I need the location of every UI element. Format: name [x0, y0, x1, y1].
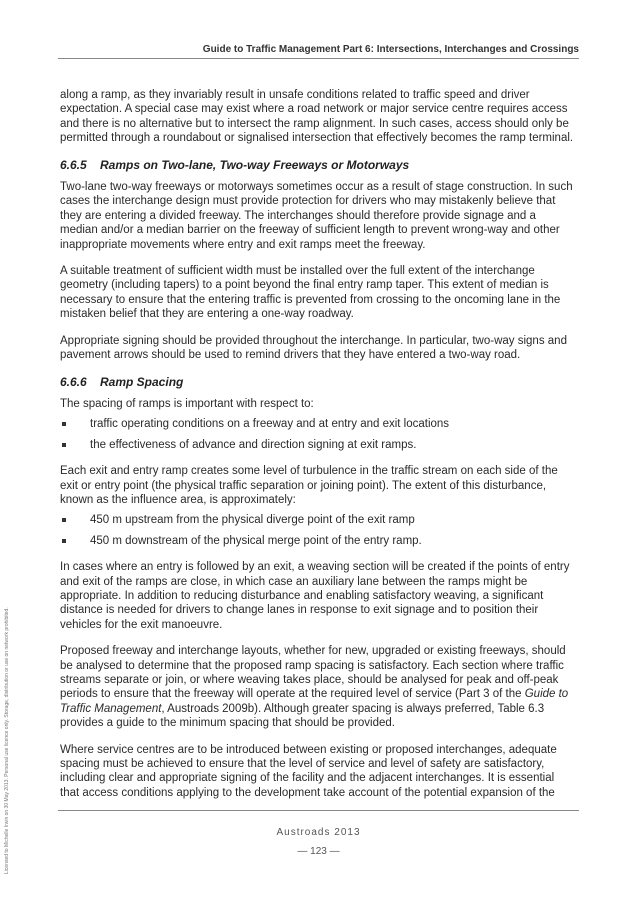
text-run: Proposed freeway and interchange layouts, whether for new, upgraded or existing freeways, should be analysed to determine that the proposed ramp spacing is satisfactory. Each section where traffic streams separate or join, or where weaving takes place, should be analysed for peak and off-peak periods to ensure that the freeway will operate at the required level of service (Part 3 of the [60, 645, 566, 701]
section-number: 6.6.5 [60, 157, 87, 172]
running-header-title: Guide to Traffic Management Part 6: Intersections, Interchanges and Crossings [202, 44, 579, 55]
text-run: , Austroads 2009b). Although greater spacing is always preferred, Table 6.3 provides a guide to the minimum spacing that should be provided. [60, 702, 545, 730]
licence-watermark: Licensed to Michelle Irwin on 30 May 2013. Personal use licence only. Storage, distribution or use on network prohibited. [4, 607, 10, 874]
paragraph [60, 644, 576, 730]
bullet-list [60, 513, 576, 548]
paragraph: Appropriate signing should be provided throughout the interchange. In particular, two-way signs and pavement arrows should be used to remind drivers that they have entered a two-way road. [60, 334, 567, 362]
list-item: traffic operating conditions on a freeway and at entry and exit locations [60, 417, 576, 431]
footer-publisher: Austroads 2013 [276, 827, 361, 838]
paragraph: Two-lane two-way freeways or motorways sometimes occur as a result of stage construction. In such cases the interchange design must provide protection for drivers who may mistakenly believe that they are entering a divided freeway. The interchanges should therefore provide signage and a median and/or a median barrier on the freeway of sufficient length to prevent wrong-way and other inappropriate movements where entry and exit ramps meet the freeway. [60, 181, 573, 251]
paragraph: In cases where an entry is followed by an exit, a weaving section will be created if the points of entry and exit of the ramps are close, in which case an auxiliary lane between the ramps might be appropriate. In addition to reducing disturbance and enabling satisfactory weaving, a significant distance is needed for drivers to change lanes in response to exit signage and to position their vehicles for the exit manoeuvre. [60, 561, 570, 631]
list-item: the effectiveness of advance and direction signing at exit ramps. [60, 438, 576, 452]
section-title: Ramp Spacing [100, 374, 184, 389]
section-heading-6-6-5 [60, 158, 576, 172]
paragraph: Where service centres are to be introduced between existing or proposed interchanges, adequate spacing must be achieved to ensure that the level of service and level of safety are satisfactory, including clear and appropriate signing of the facility and the adjacent interchanges. It is essential that access conditions applying to the development take account of the potential expansion of the [60, 743, 557, 799]
section-heading-6-6-6 [60, 375, 576, 389]
intro-paragraph: along a ramp, as they invariably result in unsafe conditions related to traffic speed and driver expectation. A special case may exist where a road network or major service centre requires access and there is no alternative but to intersect the ramp alignment. In such cases, access should only be permitted through a roundabout or signalised intersection that effectively becomes the ramp terminal. [60, 89, 574, 145]
header-divider [58, 58, 579, 59]
guide-title-reference: Guide to Traffic Management [60, 688, 569, 715]
footer-divider [58, 810, 579, 811]
paragraph: A suitable treatment of sufficient width must be installed over the full extent of the interchange geometry (including tapers) to a point beyond the final entry ramp taper. This extent of median is necessary to ensure that the entering traffic is prevented from crossing to the oncoming lane in the mistaken belief that they are entering a one-way roadway. [60, 265, 561, 321]
page-content [60, 88, 576, 812]
page-number: — 123 — [297, 846, 340, 857]
paragraph: The spacing of ramps is important with respect to: [60, 397, 314, 410]
section-number: 6.6.6 [60, 374, 87, 389]
list-item: 450 m downstream of the physical merge point of the entry ramp. [60, 534, 576, 548]
list-item: 450 m upstream from the physical diverge point of the exit ramp [60, 513, 576, 527]
section-title: Ramps on Two-lane, Two-way Freeways or Motorways [100, 157, 410, 172]
paragraph: Each exit and entry ramp creates some level of turbulence in the traffic stream on each side of the exit or entry point (the physical traffic separation or joining point). The extent of this disturbance, known as the influence area, is approximately: [60, 465, 558, 506]
bullet-list [60, 417, 576, 452]
